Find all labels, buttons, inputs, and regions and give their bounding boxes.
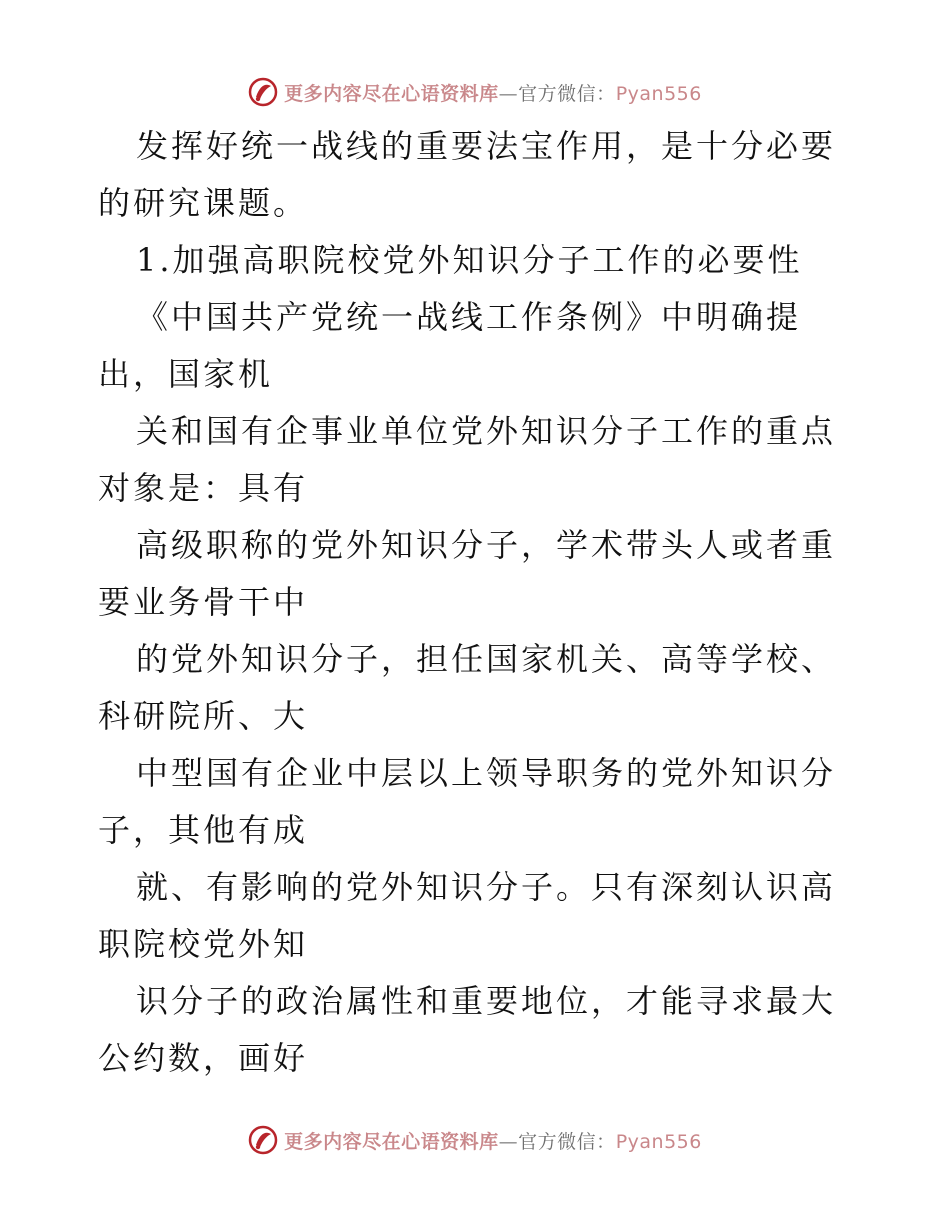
banner-wechat-label: 官方微信： [518, 1130, 616, 1153]
banner-text [284, 79, 702, 106]
banner-wechat-id: Pyan556 [615, 82, 702, 105]
banner-wechat-label: 官方微信： [518, 82, 616, 105]
document-body [98, 118, 858, 1087]
header-watermark-banner [0, 70, 950, 114]
paragraph: 高级职称的党外知识分子，学术带头人或者重要业务骨干中 [98, 526, 837, 621]
banner-main-text: 更多内容尽在心语资料库 [284, 1130, 499, 1153]
footer-watermark-banner [0, 1118, 950, 1162]
logo-icon [248, 77, 278, 107]
paragraph: 发挥好统一战线的重要法宝作用，是十分必要的研究课题。 [98, 127, 837, 222]
paragraph: 的党外知识分子，担任国家机关、高等学校、科研院所、大 [98, 640, 837, 735]
paragraph: 中型国有企业中层以上领导职务的党外知识分子，其他有成 [98, 754, 837, 849]
banner-separator: — [498, 82, 519, 105]
banner-text [284, 1127, 702, 1154]
section-heading: 1.加强高职院校党外知识分子工作的必要性 [136, 241, 803, 279]
paragraph: 《中国共产党统一战线工作条例》中明确提出，国家机 [98, 298, 802, 393]
paragraph: 识分子的政治属性和重要地位，才能寻求最大公约数，画好 [98, 982, 837, 1077]
paragraph: 就、有影响的党外知识分子。只有深刻认识高职院校党外知 [98, 868, 837, 963]
banner-wechat-id: Pyan556 [615, 1130, 702, 1153]
banner-main-text: 更多内容尽在心语资料库 [284, 82, 499, 105]
banner-separator: — [498, 1130, 519, 1153]
paragraph: 关和国有企事业单位党外知识分子工作的重点对象是：具有 [98, 412, 837, 507]
logo-icon [248, 1125, 278, 1155]
